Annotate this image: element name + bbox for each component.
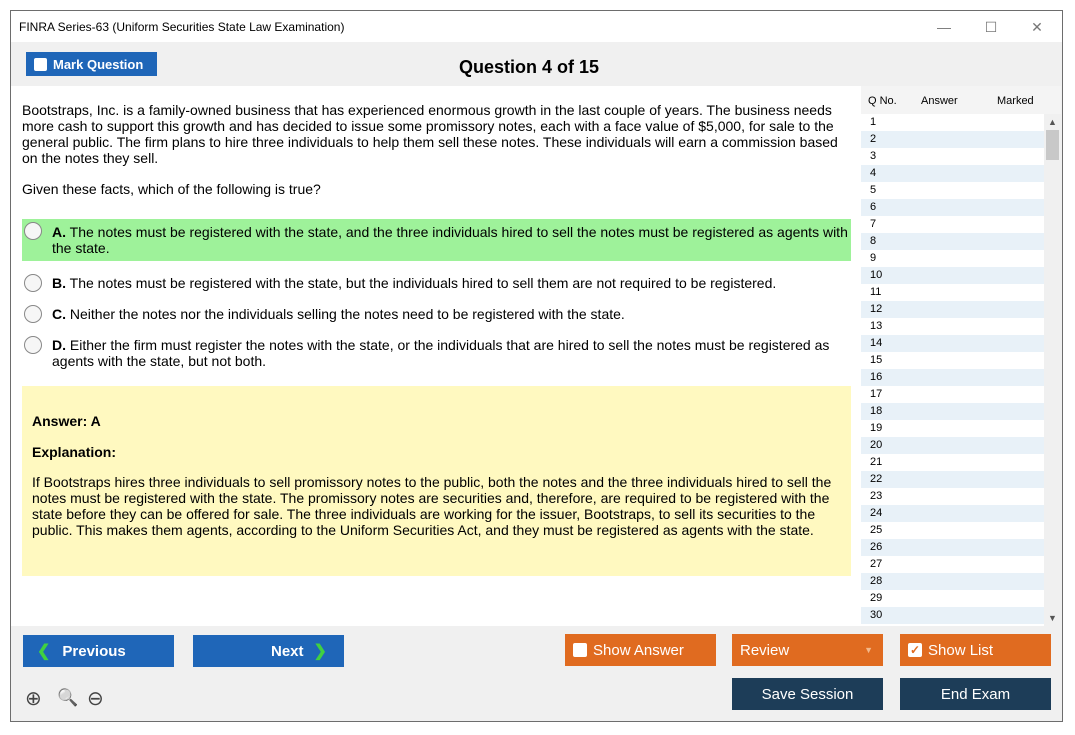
- option-c-text: Neither the notes nor the individuals selling the notes need to be registered with the state.: [69, 306, 625, 322]
- previous-button[interactable]: [23, 635, 174, 667]
- option-b[interactable]: [22, 275, 851, 291]
- minimize-button[interactable]: —: [937, 19, 951, 35]
- question-list-row[interactable]: 25: [861, 522, 1044, 539]
- show-list-checked-icon: ✓: [909, 643, 921, 657]
- save-session-label: Save Session: [761, 685, 854, 703]
- question-text: Bootstraps, Inc. is a family-owned business that has experienced enormous growth in the last couple of years. The business needs more cash to support this growth and has decided to issue some promissory notes, each with a face value of $5,000, for sale to the general public. The firm plans to hire three individuals to help them sell these notes. These individuals will earn a commission based on the notes they sell.: [22, 102, 838, 166]
- question-list-scrollbar[interactable]: [1044, 114, 1061, 626]
- option-b-letter: B.: [52, 275, 66, 291]
- option-c-letter: C.: [52, 306, 66, 322]
- review-label: Review: [740, 641, 790, 659]
- question-panel: [11, 86, 861, 626]
- option-a-letter: A.: [52, 224, 66, 240]
- scroll-thumb[interactable]: [1046, 130, 1059, 160]
- header-marked: Marked: [997, 95, 1034, 107]
- option-a[interactable]: [22, 219, 851, 261]
- option-a-text: The notes must be registered with the state, and the three individuals hired to sell the notes must be registered as agents with the state.: [52, 224, 848, 256]
- option-b-text: The notes must be registered with the state, but the individuals hired to sell them are not required to be registered.: [69, 275, 777, 291]
- option-d-text: Either the firm must register the notes with the state, or the individuals that are hired to sell the notes must be registered as agents with the state, but not both.: [52, 337, 830, 369]
- question-prompt: Given these facts, which of the following is true?: [22, 181, 321, 197]
- exam-window: [10, 10, 1063, 722]
- question-list-row[interactable]: 19: [861, 420, 1044, 437]
- dropdown-arrow-icon: ▼: [864, 645, 873, 655]
- show-answer-label: Show Answer: [593, 641, 684, 659]
- end-exam-label: End Exam: [940, 685, 1011, 703]
- question-list-row[interactable]: 5: [861, 182, 1044, 199]
- show-answer-checkbox-icon: [573, 643, 587, 657]
- previous-label: Previous: [62, 642, 126, 660]
- review-dropdown[interactable]: [732, 634, 883, 666]
- question-list-row[interactable]: 4: [861, 165, 1044, 182]
- zoom-in-icon[interactable]: ⊕: [25, 688, 42, 710]
- question-list-row[interactable]: 17: [861, 386, 1044, 403]
- window-title: FINRA Series-63 (Uniform Securities State Law Examination): [19, 20, 345, 34]
- question-header: [11, 42, 1062, 86]
- show-answer-button[interactable]: [565, 634, 716, 666]
- show-list-button[interactable]: [900, 634, 1051, 666]
- question-list-row[interactable]: 7: [861, 216, 1044, 233]
- option-d[interactable]: [22, 337, 851, 369]
- question-list-row[interactable]: 27: [861, 556, 1044, 573]
- header-qno: Q No.: [868, 95, 897, 107]
- question-list-row[interactable]: 11: [861, 284, 1044, 301]
- mark-question-label: Mark Question: [53, 56, 144, 72]
- footer-toolbar: [11, 626, 1062, 722]
- question-list-row[interactable]: 2: [861, 131, 1044, 148]
- header-answer: Answer: [921, 95, 958, 107]
- question-list-row[interactable]: 28: [861, 573, 1044, 590]
- chevron-left-icon: ❮: [37, 643, 51, 660]
- zoom-out-icon[interactable]: ⊖: [87, 688, 104, 710]
- radio-b[interactable]: [24, 274, 42, 292]
- title-bar: [11, 11, 1062, 42]
- mark-question-button[interactable]: [26, 52, 157, 76]
- close-button[interactable]: ✕: [1031, 18, 1043, 35]
- question-list-panel: [861, 86, 1061, 626]
- show-list-label: Show List: [928, 641, 994, 659]
- explanation-text: If Bootstraps hires three individuals to sell promissory notes to the public, both the notes and the three individuals hired to sell the notes must be registered with the state. The promissory notes are securities and, therefore, are required to be registered with the state before they can be offered for sale. The three individuals are working for the issuer, Bootstraps, to sell its securities to the public. This makes them agents, according to the Uniform Securities Act, and they must be registered as agents with the state.: [32, 474, 832, 538]
- answer-explanation-box: [22, 386, 851, 576]
- radio-c[interactable]: [24, 305, 42, 323]
- next-label: Next: [271, 642, 304, 660]
- answer-label: Answer: A: [32, 413, 101, 429]
- question-list-row[interactable]: 10: [861, 267, 1044, 284]
- option-d-letter: D.: [52, 337, 66, 353]
- chevron-right-icon: ❯: [313, 643, 327, 660]
- scroll-down-icon[interactable]: ▼: [1048, 613, 1057, 623]
- question-list-row[interactable]: 13: [861, 318, 1044, 335]
- question-list-row[interactable]: 18: [861, 403, 1044, 420]
- question-list-header: [861, 86, 1061, 114]
- question-list-row[interactable]: 6: [861, 199, 1044, 216]
- question-list-row[interactable]: 9: [861, 250, 1044, 267]
- question-list-row[interactable]: 26: [861, 539, 1044, 556]
- mark-checkbox-icon: [34, 58, 47, 71]
- save-session-button[interactable]: [732, 678, 883, 710]
- radio-a[interactable]: [24, 222, 42, 240]
- question-list-row[interactable]: 22: [861, 471, 1044, 488]
- question-list-row[interactable]: 15: [861, 352, 1044, 369]
- question-list-row[interactable]: 21: [861, 454, 1044, 471]
- radio-d[interactable]: [24, 336, 42, 354]
- option-c[interactable]: [22, 306, 851, 322]
- question-list-row[interactable]: 14: [861, 335, 1044, 352]
- maximize-button[interactable]: ☐: [984, 18, 998, 35]
- question-number-title: Question 4 of 15: [459, 57, 600, 77]
- end-exam-button[interactable]: [900, 678, 1051, 710]
- question-list-row[interactable]: 23: [861, 488, 1044, 505]
- question-list-row[interactable]: 16: [861, 369, 1044, 386]
- zoom-reset-icon[interactable]: 🔍: [57, 688, 79, 707]
- question-list-row[interactable]: 20: [861, 437, 1044, 454]
- question-list-row[interactable]: 30: [861, 607, 1044, 624]
- question-list-row[interactable]: 1: [861, 114, 1044, 131]
- scroll-up-icon[interactable]: ▲: [1048, 117, 1057, 127]
- question-list-row[interactable]: 29: [861, 590, 1044, 607]
- question-list-rows: [861, 114, 1044, 624]
- question-list-row[interactable]: 3: [861, 148, 1044, 165]
- question-list-row[interactable]: 8: [861, 233, 1044, 250]
- question-list-row[interactable]: 12: [861, 301, 1044, 318]
- question-list-row[interactable]: 24: [861, 505, 1044, 522]
- explanation-label: Explanation:: [32, 444, 117, 460]
- next-button[interactable]: [193, 635, 344, 667]
